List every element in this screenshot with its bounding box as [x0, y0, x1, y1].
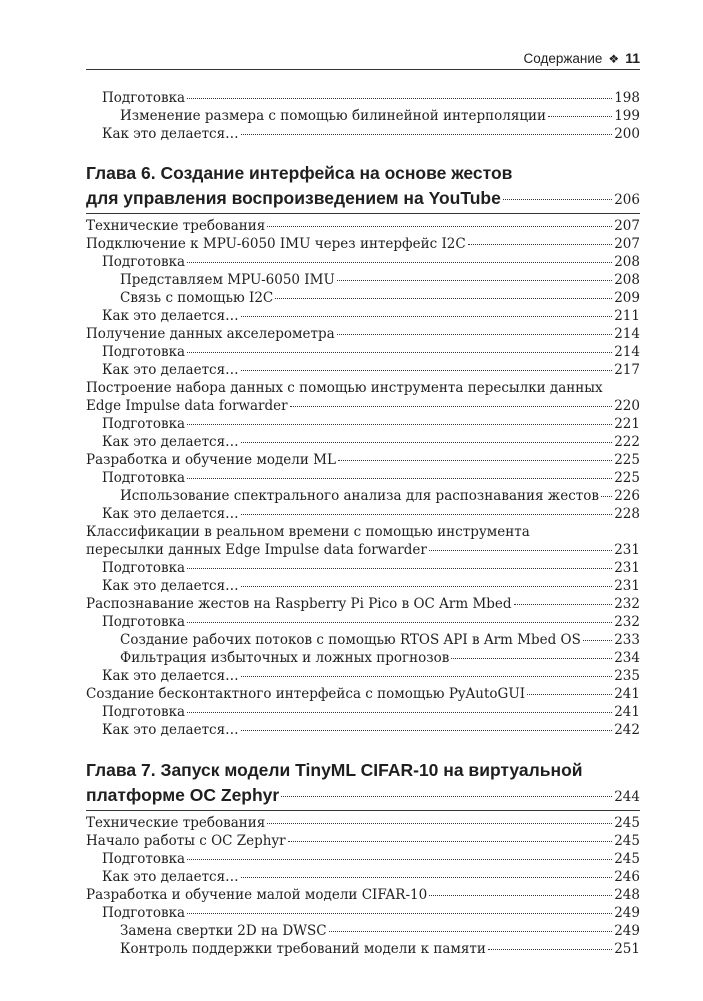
toc-entry-title: Подготовка — [102, 905, 186, 921]
toc-entry-title: Технические требования — [86, 815, 266, 831]
toc-entry-title: Создание бесконтактного интерфейса с помощью PyAutoGUI — [86, 686, 526, 702]
toc-entry[interactable] — [86, 541, 640, 559]
toc-entry-title: Как это делается… — [102, 722, 239, 738]
toc-entry-page: 214 — [614, 344, 640, 360]
toc-entry-title: Изменение размера с помощью билинейной интерполяции — [120, 108, 547, 124]
toc-entry-page: 251 — [614, 941, 640, 957]
toc-entry[interactable] — [86, 397, 640, 415]
chapter-7-entries — [86, 814, 640, 958]
toc-entry[interactable]: Построение набора данных с помощью инструмента пересылки данных — [86, 380, 603, 396]
leader-dots — [187, 98, 612, 99]
toc-entry[interactable] — [86, 832, 640, 850]
leader-dots — [241, 877, 613, 878]
toc-entry-page: 226 — [614, 488, 640, 504]
toc-entry-title: Как это делается… — [102, 434, 239, 450]
toc-entry-page: 211 — [614, 308, 640, 324]
toc-entry-title: Связь с помощью I2C — [120, 290, 274, 306]
chapter-7-title-line2: платформе ОС Zephyr — [86, 785, 280, 805]
toc-entry-title: Подготовка — [102, 851, 186, 867]
toc-entry-page: 241 — [614, 686, 640, 702]
toc-entry-title: Представляем MPU-6050 IMU — [120, 272, 335, 288]
toc-entry[interactable] — [86, 325, 640, 343]
toc-entry-title: Подготовка — [102, 254, 186, 270]
leader-dots — [429, 550, 612, 551]
leader-dots — [329, 931, 613, 932]
toc-entry[interactable]: Классификации в реальном времени с помощью инструмента — [86, 524, 530, 540]
leader-dots — [187, 352, 612, 353]
leader-dots — [281, 796, 612, 797]
toc-entry[interactable] — [86, 940, 640, 958]
toc-entry-page: 225 — [614, 470, 640, 486]
toc-entry[interactable] — [86, 89, 640, 107]
toc-entry-title: Разработка и обучение малой модели CIFAR-10 — [86, 887, 428, 903]
toc-entry-page: 246 — [614, 869, 640, 885]
leader-dots — [187, 478, 612, 479]
toc-entry-page: 245 — [614, 815, 640, 831]
toc-entry-page: 234 — [614, 650, 640, 666]
leader-dots — [429, 895, 612, 896]
toc-entry[interactable] — [86, 451, 640, 469]
toc-entry-title: Подготовка — [102, 90, 186, 106]
toc-entry-title: Как это делается… — [102, 126, 239, 142]
toc-entry-title: Подготовка — [102, 416, 186, 432]
toc-entry-title: Подготовка — [102, 560, 186, 576]
chapter-6-rule — [86, 211, 640, 214]
chapter-6-heading — [86, 161, 640, 211]
running-header — [86, 44, 640, 70]
leader-dots — [187, 568, 612, 569]
chapter-7-rule — [86, 808, 640, 811]
toc-entry[interactable] — [86, 361, 640, 379]
leader-dots — [241, 676, 613, 677]
toc-entry-page: 249 — [614, 905, 640, 921]
toc-entry-page: 245 — [614, 851, 640, 867]
toc-entry[interactable] — [86, 685, 640, 703]
toc-entry[interactable] — [86, 469, 640, 487]
chapter-6-page: 206 — [614, 192, 640, 208]
toc-entry[interactable] — [86, 721, 640, 739]
leader-dots — [451, 658, 612, 659]
leader-dots — [267, 226, 612, 227]
chapter-6-title-line1: Глава 6. Создание интерфейса на основе жестов — [86, 163, 513, 183]
leader-dots — [337, 334, 613, 335]
leader-dots — [241, 370, 613, 371]
leader-dots — [241, 514, 613, 515]
toc-entry-title: Подключение к MPU-6050 IMU через интерфейс I2C — [86, 236, 466, 252]
toc-entry[interactable] — [86, 814, 640, 832]
leader-dots — [527, 694, 612, 695]
leader-dots — [583, 640, 612, 641]
toc-entry-title: Создание рабочих потоков с помощью RTOS API в Arm Mbed OS — [120, 632, 581, 648]
toc-entry[interactable] — [86, 868, 640, 886]
toc-entry[interactable] — [86, 107, 640, 125]
toc-entry-title: Подготовка — [102, 704, 186, 720]
toc-entry[interactable] — [86, 577, 640, 595]
leader-dots — [241, 316, 613, 317]
toc-entry-title: Технические требования — [86, 218, 266, 234]
leader-dots — [187, 913, 612, 914]
toc-entry-page: 200 — [614, 126, 640, 142]
leader-dots — [241, 586, 613, 587]
leader-dots — [187, 262, 612, 263]
leader-dots — [241, 730, 613, 731]
leader-dots — [290, 406, 613, 407]
toc-entry-title: Edge Impulse data forwarder — [86, 398, 288, 414]
toc-entry-title: Подготовка — [102, 614, 186, 630]
toc-entry[interactable] — [86, 886, 640, 904]
toc-entry-page: 231 — [614, 578, 640, 594]
toc-entry-page: 217 — [614, 362, 640, 378]
toc-entry[interactable] — [86, 307, 640, 325]
toc-entry-page: 242 — [614, 722, 640, 738]
toc-entry[interactable] — [86, 613, 640, 631]
toc-entry-title: Как это делается… — [102, 506, 239, 522]
toc-entry[interactable] — [86, 505, 640, 523]
header-title: Содержание — [523, 51, 603, 66]
toc-entry-page: 249 — [614, 923, 640, 939]
leader-dots — [338, 460, 612, 461]
toc-entry-page: 232 — [614, 596, 640, 612]
toc-entry[interactable] — [86, 217, 640, 235]
leader-dots — [288, 841, 613, 842]
chapter-7-heading — [86, 758, 640, 808]
toc-entry-page: 235 — [614, 668, 640, 684]
table-of-contents — [86, 89, 640, 958]
leader-dots — [187, 622, 612, 623]
toc-entry-title: Подготовка — [102, 344, 186, 360]
toc-entry-title: Как это делается… — [102, 578, 239, 594]
toc-entry[interactable] — [86, 433, 640, 451]
diamond-separator-icon: ❖ — [608, 52, 620, 66]
leader-dots — [187, 424, 612, 425]
leader-dots — [548, 116, 612, 117]
toc-entry-page: 198 — [614, 90, 640, 106]
leader-dots — [468, 244, 613, 245]
toc-entry[interactable] — [86, 343, 640, 361]
toc-entry-page: 220 — [614, 398, 640, 414]
chapter-6-entries — [86, 217, 640, 739]
toc-entry-page: 232 — [614, 614, 640, 630]
toc-entry-page: 208 — [614, 254, 640, 270]
toc-entry[interactable] — [86, 703, 640, 721]
toc-entry-page: 199 — [614, 108, 640, 124]
leader-dots — [488, 949, 612, 950]
toc-entry-page: 207 — [614, 236, 640, 252]
toc-entry[interactable] — [86, 649, 640, 667]
toc-entry-page: 208 — [614, 272, 640, 288]
toc-entry[interactable] — [86, 850, 640, 868]
chapter-7-title-line1: Глава 7. Запуск модели TinyML CIFAR-10 на виртуальной — [86, 760, 583, 780]
toc-entry-page: 221 — [614, 416, 640, 432]
toc-entry-page: 214 — [614, 326, 640, 342]
toc-entry[interactable] — [86, 559, 640, 577]
toc-entry-page: 222 — [614, 434, 640, 450]
leader-dots — [337, 280, 612, 281]
toc-entry-title: Использование спектрального анализа для распознавания жестов — [120, 488, 599, 504]
toc-entry[interactable] — [86, 235, 640, 253]
toc-entry-title: Фильтрация избыточных и ложных прогнозов — [120, 650, 450, 666]
toc-entry-page: 231 — [614, 542, 640, 558]
toc-entry-title: Начало работы с ОС Zephyr — [86, 833, 286, 849]
toc-entry-title: Получение данных акселерометра — [86, 326, 335, 342]
leader-dots — [503, 199, 612, 200]
toc-entry-page: 207 — [614, 218, 640, 234]
top-entries — [86, 89, 640, 143]
toc-entry-title: Как это делается… — [102, 362, 239, 378]
toc-entry-page: 225 — [614, 452, 640, 468]
toc-entry[interactable] — [86, 289, 640, 307]
leader-dots — [275, 298, 612, 299]
toc-entry-page: 245 — [614, 833, 640, 849]
toc-entry[interactable] — [86, 922, 640, 940]
toc-entry-page: 241 — [614, 704, 640, 720]
toc-entry-title: пересылки данных Edge Impulse data forwarder — [86, 542, 427, 558]
toc-entry[interactable] — [86, 271, 640, 289]
leader-dots — [187, 859, 612, 860]
toc-entry[interactable] — [86, 904, 640, 922]
toc-entry-title: Разработка и обучение модели ML — [86, 452, 336, 468]
toc-entry-page: 233 — [614, 632, 640, 648]
toc-entry-title: Как это делается… — [102, 668, 239, 684]
leader-dots — [267, 823, 612, 824]
toc-entry-page: 209 — [614, 290, 640, 306]
toc-entry-page: 228 — [614, 506, 640, 522]
toc-entry[interactable] — [86, 667, 640, 685]
toc-entry[interactable] — [86, 415, 640, 433]
toc-entry-title: Замена свертки 2D на DWSC — [120, 923, 327, 939]
leader-dots — [514, 604, 613, 605]
toc-entry[interactable] — [86, 253, 640, 271]
chapter-7-page: 244 — [614, 789, 640, 805]
toc-entry-title: Распознавание жестов на Raspberry Pi Pico в ОС Arm Mbed — [86, 596, 512, 612]
toc-entry[interactable] — [86, 125, 640, 143]
toc-entry[interactable] — [86, 595, 640, 613]
page-number: 11 — [625, 50, 640, 66]
toc-entry-page: 231 — [614, 560, 640, 576]
leader-dots — [241, 134, 613, 135]
toc-entry-title: Как это делается… — [102, 869, 239, 885]
leader-dots — [601, 496, 612, 497]
leader-dots — [187, 712, 612, 713]
toc-entry-title: Контроль поддержки требований модели к памяти — [120, 941, 486, 957]
toc-entry-title: Подготовка — [102, 470, 186, 486]
toc-entry-title: Как это делается… — [102, 308, 239, 324]
chapter-6-title-line2: для управления воспроизведением на YouTube — [86, 188, 501, 208]
toc-entry[interactable] — [86, 631, 640, 649]
leader-dots — [241, 442, 613, 443]
toc-entry[interactable] — [86, 487, 640, 505]
toc-entry-page: 248 — [614, 887, 640, 903]
